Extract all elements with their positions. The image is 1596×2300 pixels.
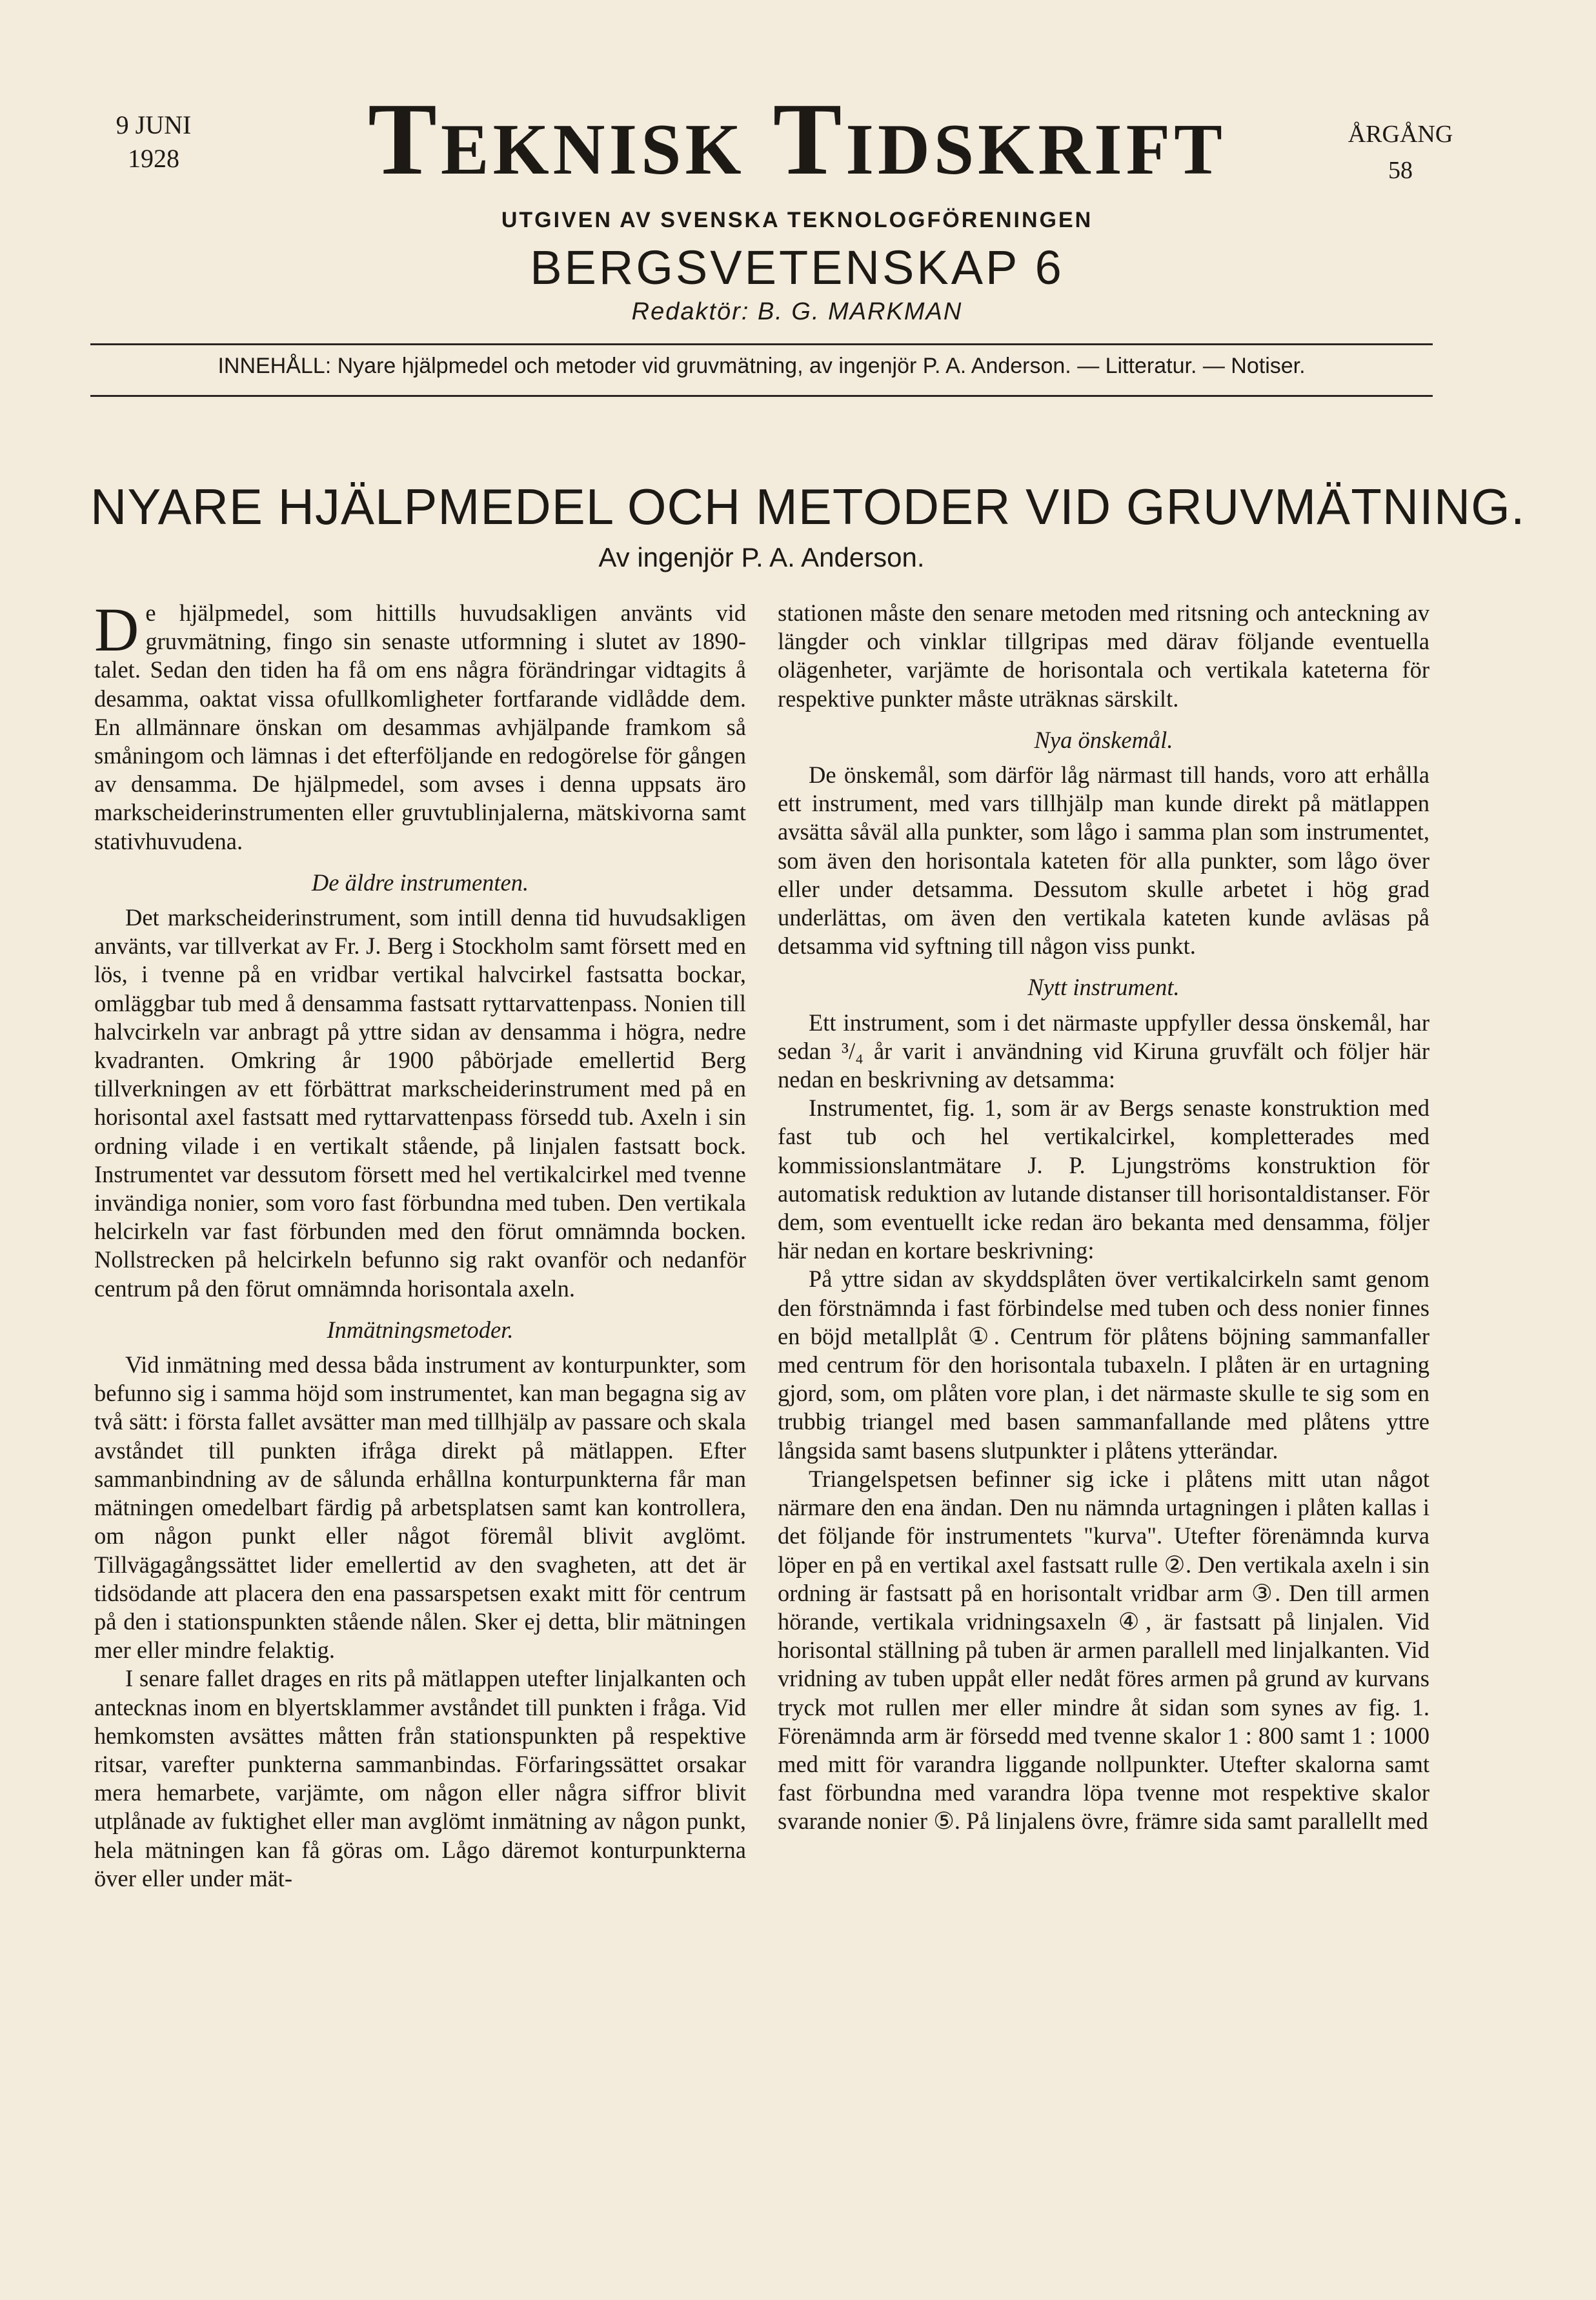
right-column bbox=[778, 599, 1429, 1836]
contents-top-rule bbox=[90, 343, 1433, 345]
paragraph: Det markscheiderinstrument, som intill denna tid huvudsakligen använts, var tillverkat av Fr. J. Berg i Stockholm samt försett med en lös, i tvenne på en vridbar vertikal halvcirkel fastsatta bockar, omläggbar tub med å densamma fastsatt ryttarvattenpass. Nonien till halvcirkeln var anbragt på yttre sidan av densamma i högra, nedre kvadranten. Omkring år 1900 påbörjade emellertid Berg tillverkningen av ett förbättrat markscheiderinstrument med på en horisontal axel fastsatt med ryttarvattenpass försedd tub. Axeln i sin ordning vilade i en vertikalt stående, på linjalen fastsatt bock. Instrumentet var dessutom försett med hel vertikalcirkel med tvenne invändiga nonier, som voro fast förbundna med tuben. Den vertikala helcirkeln var fast förbunden med den förut omnämnda bocken. Nollstrecken på helcirkeln befunno sig rakt ovanför och nedanför centrum på den förut omnämnda horisontala axeln. bbox=[94, 904, 746, 1302]
publisher-line: UTGIVEN AV SVENSKA TEKNOLOGFÖRENINGEN bbox=[501, 208, 1093, 232]
volume-info bbox=[1336, 116, 1465, 188]
paragraph-text: e hjälpmedel, som hittills huvudsakligen använts vid gruvmätning, fingo sin senaste utformning i slutet av 1890-talet. Sedan den tiden ha få om ens några förändringar vidtagits å desamma, oaktat vissa ofullkomligheter fortfarande vidlådde dem. En allmännare önskan om desammas avhjälpande framkom så småningom och lämnas i det efterföljande en redogörelse för gången av densamma. De hjälpmedel, som avses i denna uppsats äro markscheiderinstrumenten eller gruvtublinjalerna, mätskivorna samt stativhuvudena. bbox=[94, 600, 746, 854]
issue-date-year: 1928 bbox=[128, 144, 179, 173]
subheading: De äldre instrumenten. bbox=[311, 869, 529, 896]
paragraph bbox=[94, 595, 746, 856]
section-title: BERGSVETENSKAP 6 bbox=[530, 241, 1064, 294]
volume-number: 58 bbox=[1388, 157, 1413, 184]
paragraph: På yttre sidan av skyddsplåten över vertikalcirkeln samt genom den förstnämnda i fast förbindelse med tuben och dess nonier finnes en böjd metallplåt ①. Centrum för plåtens böjning sammanfaller med centrum för den horisontala tubaxeln. I plåten är en urtagning gjord, som, om plåten vore plan, i det närmaste skulle te sig som en trubbig triangel med basen sammanfallande med plåtens yttre långsida samt basens slutpunkter i plåtens ytterändar. bbox=[778, 1266, 1429, 1464]
drop-cap: D bbox=[94, 595, 139, 664]
paragraph: I senare fallet drages en rits på mätlappen utefter linjalkanten och antecknas inom en blyertsklammer avståndet till punkten i fråga. Vid hemkomsten avsättes måtten från stationspunkten på respektive ritsar, varefter punkterna sammanbindas. Förfaringssättet orsakar mera hemarbete, varjämte, om någon eller några siffror blivit utplånade av fuktighet eller man avglömt inmätning av någon punkt, hela mätningen kan få göras om. Lågo däremot konturpunkterna över eller under mät- bbox=[94, 1665, 746, 1891]
contents-bottom-rule bbox=[90, 395, 1433, 397]
paragraph: stationen måste den senare metoden med ritsning och anteckning av längder och vinklar tillgripas med därav följande eventuella olägenheter, varjämte de horisontala och vertikala kateterna för respektive punkter måste uträknas särskilt. bbox=[778, 600, 1429, 712]
paragraph: Triangelspetsen befinner sig icke i plåtens mitt utan något närmare den ena ändan. Den nu nämnda urtagningen i plåten kallas i det följande för instrumentets "kurva". Utefter förenämnda kurva löper en på en vertikal axel fastsatt rulle ②. Den vertikala axeln i sin ordning är fastsatt på en horisontalt vridbar arm ③. Den till armen hörande, vertikala vridningsaxeln ④, är fastsatt på linjalen. Vid horisontal ställning på tuben är armen parallell med linjalkanten. Vid vridning av tuben uppåt eller nedåt föres armen på grund av kurvans tryck mot rullen mer eller mindre åt sidan som synes av fig. 1. Förenämnda arm är försedd med tvenne skalor 1 : 800 samt 1 : 1000 med mitt för varandra liggande nollpunkter. Utefter skalorna samt fast förbundna med varandra löpa tvenne mot respektive skalor svarande nonier ⑤. På linjalens övre, främre sida samt parallellt med bbox=[778, 1465, 1429, 1835]
issue-date-day: 9 JUNI bbox=[116, 110, 192, 139]
paragraph: De önskemål, som därför låg närmast till hands, voro att erhålla ett instrument, med vars tillhjälp man kunde direkt på mätlappen avsätta såväl alla punkter, som lågo i samma plan som instrumentet, som även den horisontala kateten för alla punkter, som lågo över eller under detsamma. Dessutom skulle arbetet i hög grad underlättas, om även den vertikala kateten kunde avläsas på detsamma vid syftning till någon viss punkt. bbox=[778, 762, 1429, 960]
subheading: Inmätningsmetoder. bbox=[327, 1316, 514, 1343]
table-of-contents: INNEHÅLL: Nyare hjälpmedel och metoder vid gruvmätning, av ingenjör P. A. Anderson. — Litteratur. — Notiser. bbox=[217, 354, 1306, 378]
journal-title: Teknisk Tidskrift bbox=[368, 81, 1226, 196]
volume-label: ÅRGÅNG bbox=[1348, 121, 1453, 148]
subheading: Nya önskemål. bbox=[1034, 726, 1173, 753]
left-column bbox=[94, 595, 746, 1893]
subheading: Nytt instrument. bbox=[1027, 974, 1180, 1001]
paragraph: Ett instrument, som i det närmaste uppfyller dessa önskemål, har sedan ³/₄ år varit i användning vid Kiruna gruvfält och följer här nedan en beskrivning av detsamma: bbox=[778, 1009, 1429, 1093]
paragraph: Instrumentet, fig. 1, som är av Bergs senaste konstruktion med fast tub och hel vertikalcirkel, kompletterades med kommissionslantmätare J. P. Ljungströms konstruktion för automatisk reduktion av lutande distanser till horisontaldistanser. För dem, som eventuellt icke redan äro bekanta med densamma, följer här nedan en kortare beskrivning: bbox=[778, 1095, 1429, 1264]
editor-line: Redaktör: B. G. MARKMAN bbox=[631, 298, 963, 325]
article-byline: Av ingenjör P. A. Anderson. bbox=[598, 542, 925, 572]
paragraph: Vid inmätning med dessa båda instrument av konturpunkter, som befunno sig i samma höjd som instrumentet, kan man begagna sig av två sätt: i första fallet avsätter man med tillhjälp av passare och skala avståndet till punkten ifråga direkt på mätlappen. Efter sammanbindning av de sålunda erhållna konturpunkterna får man mätningen omedelbart färdig på arbetsplatsen samt kan kontrollera, om någon punkt eller något föremål blivit avglömt. Tillvägagångssättet lider emellertid av den svagheten, att det är tidsödande att placera den ena passarspetsen exakt mitt för centrum på den i stationspunkten stående nålen. Sker ej detta, blir mätningen mer eller mindre felaktig. bbox=[94, 1351, 746, 1664]
article-title: NYARE HJÄLPMEDEL OCH METODER VID GRUVMÄTNING. bbox=[90, 478, 1526, 535]
